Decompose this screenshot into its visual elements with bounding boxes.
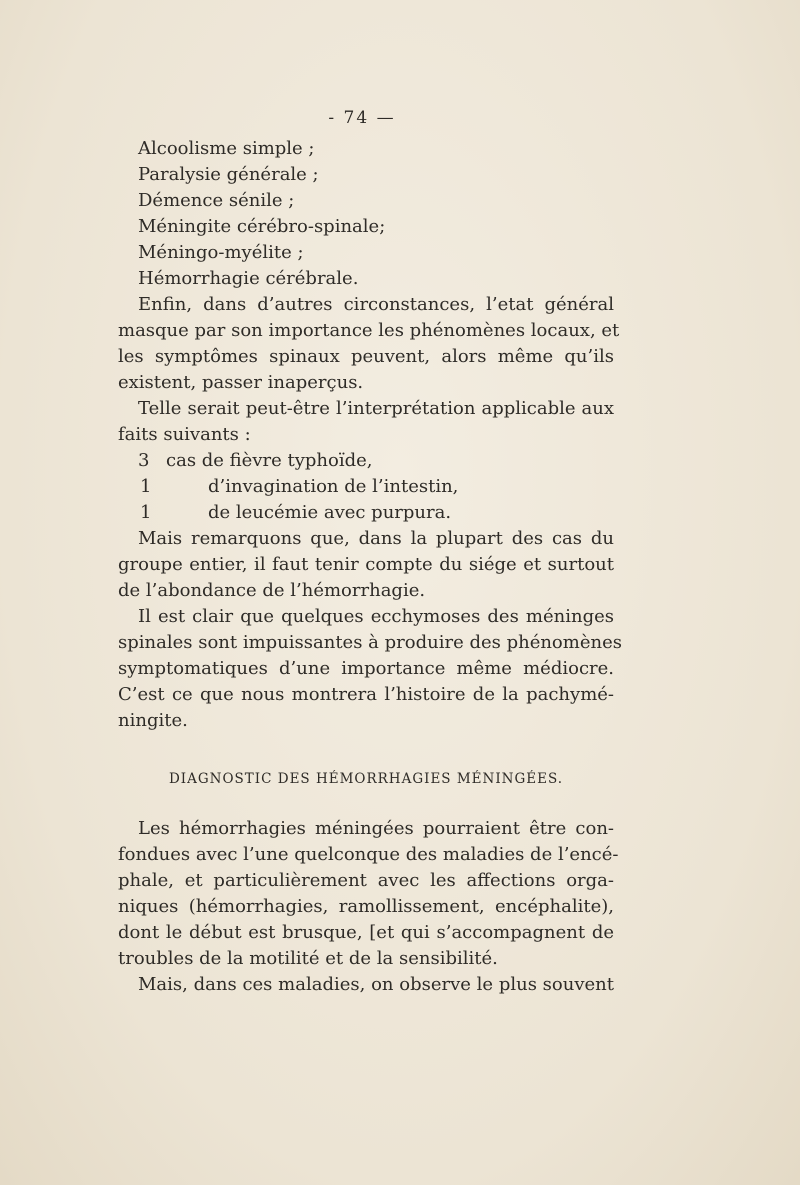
text-line: Les hémorrhagies méningées pourraient être con-: [138, 818, 614, 839]
list-item: Alcoolisme simple ;: [138, 138, 315, 159]
text-line: groupe entier, il faut tenir compte du siége et surtout: [118, 554, 614, 575]
text-line: de l’abondance de l’hémorrhagie.: [118, 580, 426, 601]
text-line: spinales sont impuissantes à produire des phénomènes: [118, 632, 622, 653]
list-item: Méningite cérébro-spinale;: [138, 216, 386, 237]
text-line: existent, passer inaperçus.: [118, 372, 364, 393]
text-line: phale, et particulièrement avec les affections orga-: [118, 870, 614, 891]
paragraph: [118, 396, 614, 448]
case-row: [118, 474, 614, 500]
text-line: Mais, dans ces maladies, on observe le plus souvent: [138, 974, 614, 995]
case-text: cas de fièvre typhoïde,: [166, 450, 373, 471]
case-text: d’invagination de l’intestin,: [208, 476, 459, 497]
paragraph: [118, 972, 614, 998]
text-line: Mais remarquons que, dans la plupart des cas du: [138, 528, 614, 549]
paragraph: [118, 816, 619, 972]
case-row: [118, 448, 614, 474]
case-count: 1: [140, 476, 152, 497]
text-line: dont le début est brusque, [et qui s’accompagnent de: [118, 922, 614, 943]
list-item: Méningo-myélite ;: [138, 242, 304, 263]
text-line: les symptômes spinaux peuvent, alors même qu’ils: [118, 346, 614, 367]
section-title: DIAGNOSTIC DES HÉMORRHAGIES MÉNINGÉES.: [168, 771, 564, 787]
text-line: faits suivants :: [118, 424, 251, 445]
list-item: Hémorrhagie cérébrale.: [138, 268, 359, 289]
text-line: symptomatiques d’une importance même médiocre.: [118, 658, 614, 679]
case-text: de leucémie avec purpura.: [208, 502, 452, 523]
paragraph: [118, 604, 622, 734]
list-item: Démence sénile ;: [138, 190, 295, 211]
text-line: masque par son importance les phénomènes locaux, et: [118, 320, 620, 341]
page-number: - 74 —: [328, 108, 396, 128]
text-line: Telle serait peut-être l’interprétation applicable aux: [138, 398, 614, 419]
text-line: fondues avec l’une quelconque des maladies de l’encé-: [118, 844, 619, 865]
text-line: ningite.: [118, 710, 188, 731]
text-line: C’est ce que nous montrera l’histoire de la pachymé-: [118, 684, 614, 705]
document-page: [118, 100, 622, 998]
list-item: Paralysie générale ;: [138, 164, 319, 185]
case-count: 3: [138, 450, 150, 471]
case-row: [118, 500, 614, 526]
text-line: Enfin, dans d’autres circonstances, l’etat général: [138, 294, 614, 315]
paragraph: [118, 292, 620, 396]
paragraph: [118, 526, 614, 604]
condition-list: [118, 136, 614, 292]
case-count: 1: [140, 502, 152, 523]
case-list: [118, 448, 614, 526]
text-line: Il est clair que quelques ecchymoses des méninges: [138, 606, 614, 627]
text-line: troubles de la motilité et de la sensibilité.: [118, 948, 498, 969]
text-line: niques (hémorrhagies, ramollissement, encéphalite),: [118, 896, 614, 917]
